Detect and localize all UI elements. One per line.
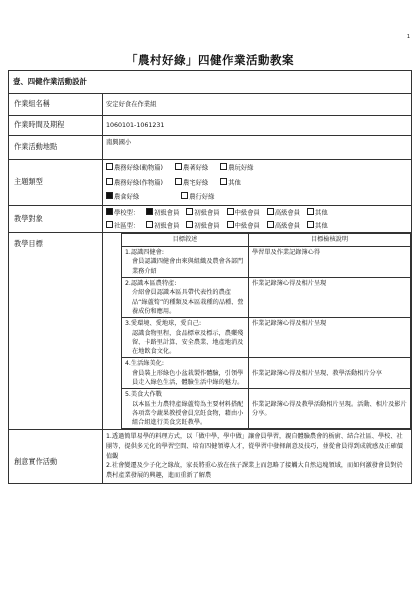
goal-detail: 以本區主力農特產綠蘆筍為主要材料搭配各項當令蔬果教授會員烹飪食物，藉由小組合組進行美食烹飪教學。 [132, 400, 244, 427]
audience-checkbox-0-2[interactable] [227, 208, 234, 215]
theme-option-label: 農著好綠 [183, 164, 209, 172]
audience-label: 教學對象 [9, 205, 103, 232]
audience-checkbox-1-4[interactable] [307, 221, 314, 228]
goal-row [122, 389, 411, 429]
goals-label: 教學目標 [9, 233, 103, 430]
goal-detail: 介紹會員認識本區具帶代表性的農產品“綠蘆筍”的種類及本區栽種的品種、營養成份和應用。 [132, 289, 244, 315]
audience-option-label: 初級會員 [154, 222, 180, 229]
audience-checkbox-0-1[interactable] [186, 208, 193, 215]
goal-detail: 會員裝上形綠色小盆栽製作體驗，引領學員走入綠色生活，體驗生活中綠的魅力。 [132, 369, 244, 386]
audience-checkbox-1-0[interactable] [146, 221, 153, 228]
section-title: 壹、四健作業活動設計 [9, 71, 412, 94]
goals-header-description: 目標敘述 [122, 234, 249, 247]
audience-option-label: 初級會員 [154, 209, 180, 217]
theme-option-label: 農玩好綠 [228, 164, 254, 172]
audience-option-label: 中級會員 [234, 222, 260, 229]
audience-checklist [103, 205, 412, 232]
audience-school-checkbox[interactable] [106, 208, 113, 215]
theme-label: 主題類型 [9, 160, 103, 206]
theme-checkbox-1-1[interactable] [175, 178, 182, 185]
audience-checkbox-1-3[interactable] [267, 221, 274, 228]
audience-checkbox-0-3[interactable] [267, 208, 274, 215]
goals-cell [103, 233, 412, 430]
period-value: 1060101-1061231 [103, 116, 412, 136]
goal-title: 2.認識本區農特產: [125, 280, 177, 288]
location-label: 作業活動地點 [9, 136, 103, 160]
theme-option-label: 農務好綠(動物篇) [114, 164, 163, 172]
audience-checkbox-0-0[interactable] [146, 208, 153, 215]
creative-paragraph: 2.社會變遷及少子化之緣故，家長將重心放在孩子課業上而忽略了接觸大自然這塊領域，而如何激發會員對於農村產業發展的興趣，進而重新了解農 [106, 462, 403, 479]
creative-label: 創意實作活動 [9, 430, 103, 483]
theme-checkbox-2-0[interactable] [106, 192, 113, 199]
goal-title: 1.認識四健會: [125, 249, 164, 257]
theme-checklist [103, 160, 412, 206]
audience-type-label: 學校型： [114, 209, 140, 217]
creative-paragraph: 1.透過簡單易學的料理方式，以「做中學，學中做」讓會員學習，親自體驗農會的栃廚、結合社區、學校、社團等，提供多元化的學習空間、培育四健領導人才，從學習中發揮創意及技巧，並從會員得到成就感及正確價值觀 [106, 433, 403, 460]
goal-row [122, 358, 411, 389]
theme-checkbox-1-0[interactable] [106, 178, 113, 185]
audience-option-label: 初級會員 [194, 222, 220, 229]
theme-option-label: 農務好綠(作物篇) [114, 179, 163, 187]
audience-community-checkbox[interactable] [106, 221, 113, 228]
goal-title: 5.美食大作戰 [125, 391, 162, 399]
goals-table [121, 233, 411, 429]
goal-detail: 認識食物里程，食品標章及標示，農藥殘留、卡路里計算、安全農業、地產地消及在地飲食文化。 [132, 329, 244, 356]
theme-checkbox-0-1[interactable] [175, 163, 182, 170]
theme-option-label: 農行好綠 [189, 193, 215, 201]
period-label: 作業時間及期程 [9, 116, 103, 136]
theme-checkbox-0-0[interactable] [106, 163, 113, 170]
document-title: 「農村好綠」四健作業活動教案 [126, 53, 294, 67]
audience-option-label: 高級會員 [274, 209, 300, 217]
location-value: 南興國小 [103, 136, 412, 160]
goal-check: 作業記錄簿心得及相片呈現、教學活動相片分享 [249, 358, 411, 389]
theme-checkbox-2-1[interactable] [181, 192, 188, 199]
lesson-plan-table [8, 70, 412, 484]
audience-option-label: 中級會員 [234, 209, 260, 217]
theme-checkbox-1-2[interactable] [220, 178, 227, 185]
theme-option-label: 農食好綠 [114, 193, 140, 201]
theme-option-label: 農宅好綠 [183, 179, 209, 187]
audience-option-label: 其他 [315, 222, 328, 229]
creative-content [103, 430, 412, 483]
theme-option-label: 其他 [228, 179, 241, 187]
goal-row [122, 247, 411, 278]
goal-check: 學習單及作業記錄簿心得 [249, 247, 411, 278]
goal-title: 3.愛環境、愛地球，愛自己: [125, 320, 202, 328]
goal-check: 作業記錄簿心得及教學活動相片呈現。活動、相片及影片分享。 [249, 389, 411, 429]
audience-option-label: 初級會員 [194, 209, 220, 217]
goal-detail: 會員認識四健會由來與組織及農會各部門業務介紹 [132, 258, 244, 275]
audience-option-label: 高級會員 [274, 222, 300, 229]
goal-title: 4.生活綠美化: [125, 360, 164, 368]
goals-header-check: 目標檢核說明 [249, 234, 411, 247]
page-number: 1 [406, 34, 410, 40]
audience-checkbox-1-1[interactable] [186, 221, 193, 228]
goal-row [122, 318, 411, 358]
goal-check: 作業記錄簿心得及相片呈現 [249, 278, 411, 318]
audience-type-label: 社區型： [114, 222, 140, 229]
project-name-label: 作業組名稱 [9, 94, 103, 116]
theme-checkbox-0-2[interactable] [220, 163, 227, 170]
goal-row [122, 278, 411, 318]
audience-checkbox-0-4[interactable] [307, 208, 314, 215]
audience-option-label: 其他 [315, 209, 328, 217]
goal-check: 作業記錄簿心得及相片呈現 [249, 318, 411, 358]
project-name-value: 安定好食在作業組 [103, 94, 412, 116]
audience-checkbox-1-2[interactable] [227, 221, 234, 228]
